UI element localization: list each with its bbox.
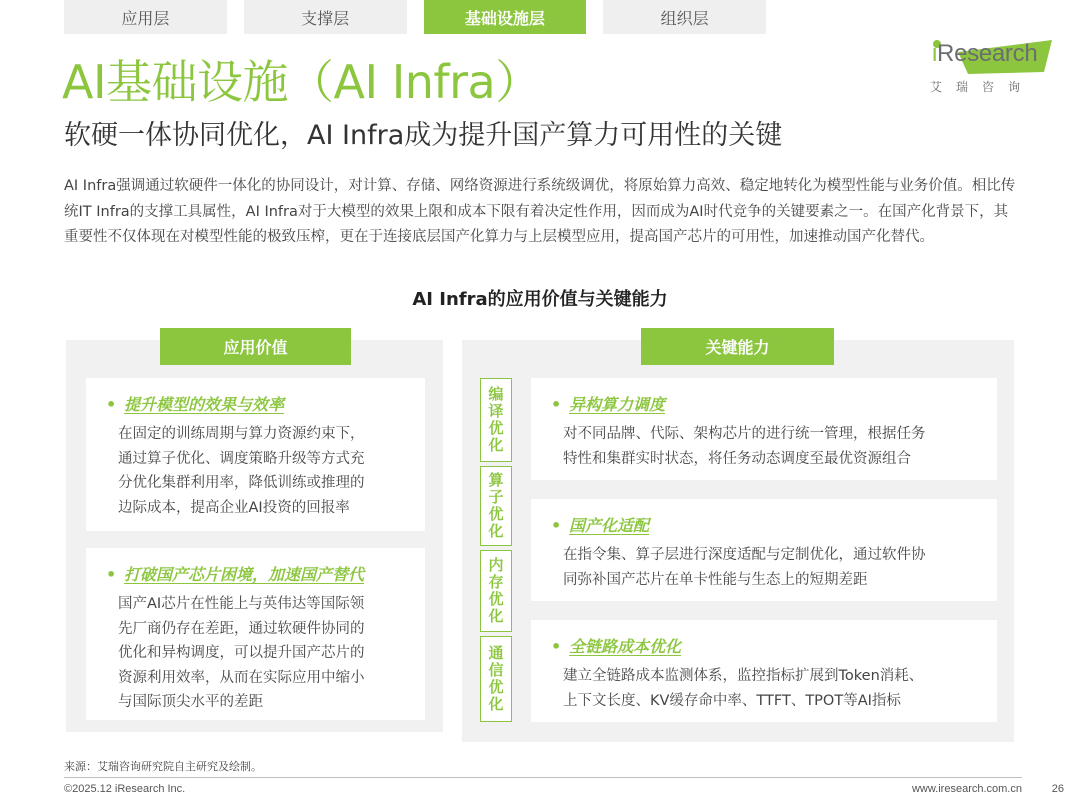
bullet-icon: • [551, 516, 562, 535]
tab-support-layer[interactable]: 支撑层 [244, 0, 407, 34]
bullet-icon: • [551, 637, 562, 656]
operator-optimization-tab: 算 子 优 化 [480, 466, 512, 546]
capability-card-body: 对不同品牌、代际、架构芯片的进行统一管理，根据任务 特性和集群实时状态，将任务动态调度至最优资源组合 [563, 426, 926, 467]
tab-infrastructure-layer[interactable]: 基础设施层 [424, 0, 587, 34]
application-value-header: 应用价值 [160, 328, 351, 365]
page-title: AI基础设施（AI Infra） [62, 55, 541, 109]
value-card-title: • 提升模型的效果与效率 [106, 395, 285, 414]
website-link[interactable]: www.iresearch.com.cn [911, 783, 1022, 795]
copyright: ©2025.12 iResearch Inc. [64, 783, 186, 795]
tab-application-layer[interactable]: 应用层 [64, 0, 227, 34]
bullet-icon: • [551, 395, 562, 414]
section-tabs [64, 0, 766, 34]
capability-card-title: • 国产化适配 [551, 516, 650, 535]
iresearch-logo [928, 38, 1052, 96]
intro-paragraph: AI Infra强调通过软硬件一体化的协同设计，对计算、存储、网络资源进行系统级调优，将原始算力高效、稳定地转化为模型性能与业务价值。相比传统IT Infra的支撑工具属性，AI Infra对于大模型的效果上限和成本下限有着决定性作用，因而成为AI时代竞争的关键要素之一。在国产化背景下，其重要性不仅体现在对模型性能的极致压榨，更在于连接底层国产化算力与上层模型应用，提高国产芯片的可用性，加速推动国产化替代。 [64, 178, 1016, 245]
compile-optimization-tab: 编 译 优 化 [480, 378, 512, 462]
value-card-efficiency [86, 378, 425, 531]
tab-organization-layer[interactable]: 组织层 [603, 0, 766, 34]
value-card-domestic-substitution [86, 548, 425, 720]
page-number: 26 [1051, 783, 1064, 795]
logo-wordmark: iResearch [932, 40, 1038, 67]
source-note: 来源：艾瑞咨询研究院自主研究及绘制。 [64, 760, 262, 773]
page-subtitle: 软硬一体协同优化，AI Infra成为提升国产算力可用性的关键 [64, 120, 783, 151]
capability-card-cost-optimization [531, 620, 997, 722]
bullet-icon: • [106, 565, 117, 584]
value-card-body: 国产AI芯片在性能上与英伟达等国际领 先厂商仍存在差距，通过软硬件协同的 优化和异构调度，可以提升国产芯片的 资源利用效率，从而在实际应用中缩小 与国际顶尖水平的差距 [118, 596, 365, 710]
logo-subtitle: 艾瑞咨询 [930, 80, 1035, 94]
capability-card-body: 在指令集、算子层进行深度适配与定制优化，通过软件协 同弥补国产芯片在单卡性能与生态上的短期差距 [563, 547, 926, 588]
capability-card-title: • 全链路成本优化 [551, 637, 682, 656]
key-capabilities-header: 关键能力 [641, 328, 834, 365]
diagram-title: AI Infra的应用价值与关键能力 [412, 289, 668, 310]
capability-card-title: • 异构算力调度 [551, 395, 666, 414]
footer-divider [64, 777, 1022, 778]
capability-card-body: 建立全链路成本监测体系，监控指标扩展到Token消耗、 上下文长度、KV缓存命中率、TTFT、TPOT等AI指标 [563, 668, 924, 709]
value-card-body: 在固定的训练周期与算力资源约束下， 通过算子优化、调度策略升级等方式充 分优化集群利用率，降低训练或推理的 边际成本，提高企业AI投资的回报率 [118, 426, 365, 516]
communication-optimization-tab: 通 信 优 化 [480, 636, 512, 722]
capability-card-localization [531, 499, 997, 601]
bullet-icon: • [106, 395, 117, 414]
value-card-title: • 打破国产芯片困境，加速国产替代 [106, 565, 365, 584]
capability-card-heterogeneous-scheduling [531, 378, 997, 480]
memory-optimization-tab: 内 存 优 化 [480, 550, 512, 632]
